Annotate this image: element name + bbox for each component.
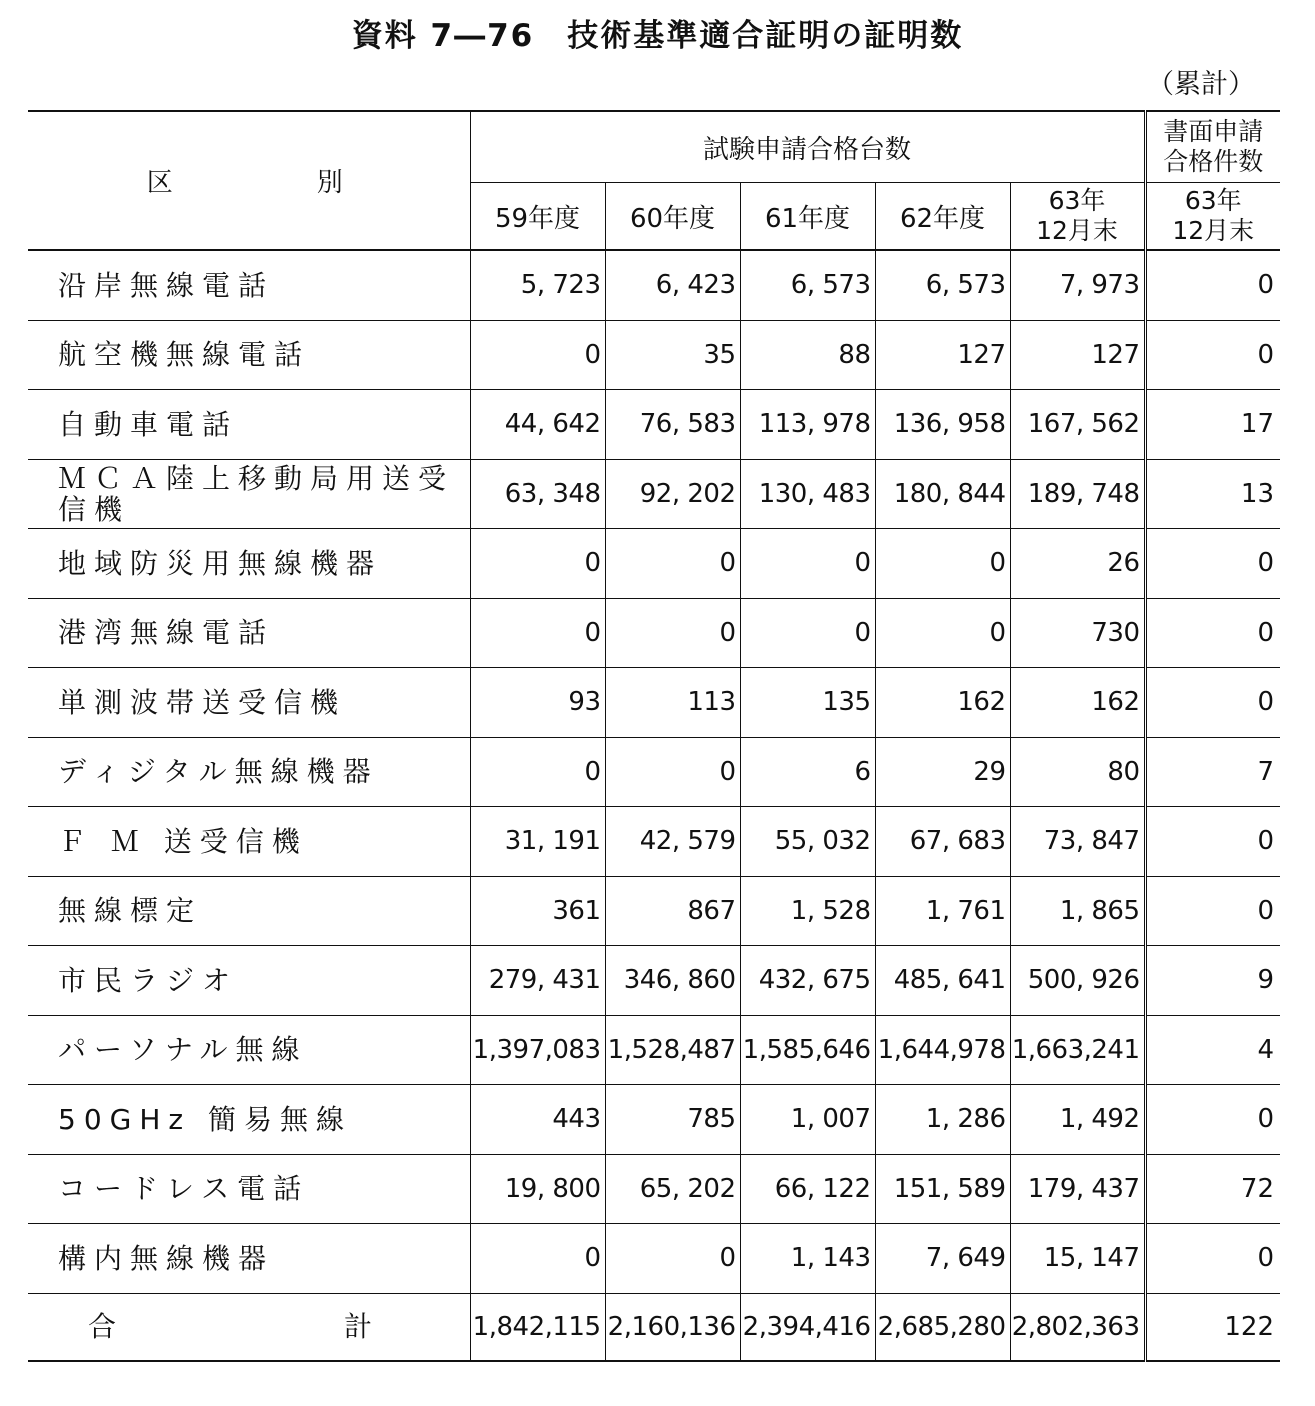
- unit-note: （累計）: [1147, 69, 1255, 100]
- cell-value: 15, 147: [1010, 1224, 1145, 1294]
- cell-value: 55, 032: [740, 807, 875, 877]
- row-label-text-line2: 信機: [58, 492, 131, 526]
- cell-value: 0: [470, 737, 605, 807]
- cell-value: 180, 844: [875, 459, 1010, 529]
- cell-value: 0: [875, 529, 1010, 599]
- cell-value: 88: [740, 320, 875, 390]
- cell-value: 867: [605, 876, 740, 946]
- cell-value: 1, 865: [1010, 876, 1145, 946]
- cell-value: 29: [875, 737, 1010, 807]
- cell-value: 5, 723: [470, 250, 605, 320]
- table-row: [28, 1015, 1280, 1085]
- cell-doc-value: 0: [1145, 668, 1280, 738]
- table-row: [28, 737, 1280, 807]
- header-year: 61年度: [740, 183, 875, 251]
- cell-value: 6, 423: [605, 250, 740, 320]
- cell-value: 361: [470, 876, 605, 946]
- cell-value: 279, 431: [470, 946, 605, 1016]
- cell-value: 1, 528: [740, 876, 875, 946]
- cell-value: 93: [470, 668, 605, 738]
- cell-value: 162: [1010, 668, 1145, 738]
- row-label: [28, 737, 470, 807]
- cell-doc-value: 0: [1145, 876, 1280, 946]
- table-row: [28, 876, 1280, 946]
- cell-value: 1, 143: [740, 1224, 875, 1294]
- row-label-text: 沿岸無線電話: [58, 268, 275, 302]
- cell-value: 130, 483: [740, 459, 875, 529]
- cell-value: 151, 589: [875, 1154, 1010, 1224]
- cell-value: 136, 958: [875, 390, 1010, 460]
- cell-value: 92, 202: [605, 459, 740, 529]
- cell-value: 73, 847: [1010, 807, 1145, 877]
- cell-value: 0: [605, 598, 740, 668]
- cell-value: 1, 007: [740, 1085, 875, 1155]
- table-row: [28, 459, 1280, 529]
- total-row: [28, 1293, 1280, 1361]
- cell-doc-value: 13: [1145, 459, 1280, 529]
- cell-doc-value: 0: [1145, 1224, 1280, 1294]
- header-doc-year: [1145, 183, 1280, 251]
- table-row: [28, 320, 1280, 390]
- cell-value: 443: [470, 1085, 605, 1155]
- cell-value: 113, 978: [740, 390, 875, 460]
- cell-doc-value: 17: [1145, 390, 1280, 460]
- cell-value: 19, 800: [470, 1154, 605, 1224]
- header-year: 59年度: [470, 183, 605, 251]
- header-test-group: 試験申請合格台数: [470, 111, 1145, 183]
- row-label-text: コードレス電話: [58, 1172, 310, 1206]
- cell-doc-value: 4: [1145, 1015, 1280, 1085]
- header-year-last: [1010, 183, 1145, 251]
- cell-value: 346, 860: [605, 946, 740, 1016]
- table-row: [28, 807, 1280, 877]
- cell-value: 0: [470, 529, 605, 599]
- row-label-text: 合 計: [88, 1310, 377, 1343]
- cell-value: 113: [605, 668, 740, 738]
- header-year-last-line2: 12月末: [1036, 216, 1118, 245]
- cell-value: 66, 122: [740, 1154, 875, 1224]
- cell-doc-value: 0: [1145, 320, 1280, 390]
- row-label-text: 単測波帯送受信機: [58, 685, 347, 719]
- table-row: [28, 529, 1280, 599]
- cell-value: 135: [740, 668, 875, 738]
- cell-value: 0: [470, 320, 605, 390]
- row-label: [28, 668, 470, 738]
- row-label: [28, 1015, 470, 1085]
- header-year-last-line1: 63年: [1048, 186, 1106, 215]
- cell-value: 7, 973: [1010, 250, 1145, 320]
- row-label: [28, 1085, 470, 1155]
- cell-doc-value: 0: [1145, 598, 1280, 668]
- row-label-text: 地域防災用無線機器: [58, 546, 383, 580]
- table-row: [28, 1154, 1280, 1224]
- cell-value: 6, 573: [740, 250, 875, 320]
- table-row: [28, 1085, 1280, 1155]
- cell-value: 7, 649: [875, 1224, 1010, 1294]
- row-label-text: 港湾無線電話: [58, 616, 275, 650]
- row-label-text: Ｆ Ｍ 送受信機: [58, 824, 308, 858]
- row-label: [28, 807, 470, 877]
- table-row: [28, 668, 1280, 738]
- row-label: [28, 1154, 470, 1224]
- cell-value: 6, 573: [875, 250, 1010, 320]
- header-year: 62年度: [875, 183, 1010, 251]
- cell-value: 127: [875, 320, 1010, 390]
- cell-value: 179, 437: [1010, 1154, 1145, 1224]
- cell-value: 1,842,115: [470, 1293, 605, 1361]
- header-year: 60年度: [605, 183, 740, 251]
- cell-value: 1, 492: [1010, 1085, 1145, 1155]
- cell-value: 189, 748: [1010, 459, 1145, 529]
- cell-doc-value: 0: [1145, 250, 1280, 320]
- header-doc-year-line2: 12月末: [1172, 216, 1255, 245]
- row-label: [28, 320, 470, 390]
- header-document-group: [1145, 111, 1280, 183]
- cell-value: 2,394,416: [740, 1293, 875, 1361]
- cell-value: 65, 202: [605, 1154, 740, 1224]
- cell-value: 1,663,241: [1010, 1015, 1145, 1085]
- row-label-text: パーソナル無線: [58, 1033, 308, 1067]
- cell-value: 0: [605, 737, 740, 807]
- cell-value: 0: [875, 598, 1010, 668]
- row-label: [28, 250, 470, 320]
- header-category: 区 別: [28, 111, 470, 250]
- page-title: 資料 7―76 技術基準適合証明の証明数: [351, 18, 964, 54]
- cell-value: 0: [605, 1224, 740, 1294]
- row-label-text: 航空機無線電話: [58, 338, 311, 372]
- cell-value: 0: [740, 598, 875, 668]
- cell-value: 63, 348: [470, 459, 605, 529]
- cell-value: 1,397,083: [470, 1015, 605, 1085]
- row-label-text: 50GHz 簡易無線: [58, 1102, 352, 1136]
- cell-value: 6: [740, 737, 875, 807]
- table-body: [28, 250, 1280, 1361]
- row-label: [28, 1293, 470, 1361]
- row-label-text: 構内無線機器: [58, 1241, 275, 1275]
- cell-value: 785: [605, 1085, 740, 1155]
- cell-doc-value: 7: [1145, 737, 1280, 807]
- row-label-text: 自動車電話: [58, 407, 239, 441]
- table-row: [28, 946, 1280, 1016]
- header-doc-line1: 書面申請: [1163, 117, 1264, 146]
- cell-value: 1, 761: [875, 876, 1010, 946]
- cell-value: 167, 562: [1010, 390, 1145, 460]
- cell-value: 0: [740, 529, 875, 599]
- row-label-text: 無線標定: [58, 894, 203, 928]
- cell-value: 42, 579: [605, 807, 740, 877]
- cell-doc-value: 72: [1145, 1154, 1280, 1224]
- cell-value: 485, 641: [875, 946, 1010, 1016]
- cell-value: 162: [875, 668, 1010, 738]
- cell-value: 0: [470, 1224, 605, 1294]
- row-label-text: ＭＣＡ陸上移動局用送受: [58, 461, 455, 495]
- table-row: [28, 390, 1280, 460]
- cell-value: 31, 191: [470, 807, 605, 877]
- certification-table: [28, 110, 1280, 1362]
- cell-value: 2,685,280: [875, 1293, 1010, 1361]
- cell-doc-value: 0: [1145, 529, 1280, 599]
- cell-value: 1, 286: [875, 1085, 1010, 1155]
- cell-value: 730: [1010, 598, 1145, 668]
- cell-value: 35: [605, 320, 740, 390]
- cell-value: 1,585,646: [740, 1015, 875, 1085]
- row-label: [28, 946, 470, 1016]
- cell-value: 432, 675: [740, 946, 875, 1016]
- cell-value: 1,528,487: [605, 1015, 740, 1085]
- header-doc-line2: 合格件数: [1163, 147, 1264, 176]
- row-label-text: ディジタル無線機器: [58, 755, 379, 789]
- row-label: [28, 459, 470, 529]
- cell-value: 0: [605, 529, 740, 599]
- cell-value: 127: [1010, 320, 1145, 390]
- table-row: [28, 1224, 1280, 1294]
- row-label: [28, 529, 470, 599]
- row-label: [28, 598, 470, 668]
- row-label-text: 市民ラジオ: [58, 963, 239, 997]
- row-label: [28, 390, 470, 460]
- cell-doc-value: 0: [1145, 1085, 1280, 1155]
- cell-value: 76, 583: [605, 390, 740, 460]
- cell-doc-value: 122: [1145, 1293, 1280, 1361]
- table-row: [28, 598, 1280, 668]
- cell-value: 44, 642: [470, 390, 605, 460]
- cell-doc-value: 0: [1145, 807, 1280, 877]
- cell-doc-value: 9: [1145, 946, 1280, 1016]
- cell-value: 67, 683: [875, 807, 1010, 877]
- cell-value: 1,644,978: [875, 1015, 1010, 1085]
- cell-value: 500, 926: [1010, 946, 1145, 1016]
- cell-value: 80: [1010, 737, 1145, 807]
- cell-value: 2,802,363: [1010, 1293, 1145, 1361]
- cell-value: 2,160,136: [605, 1293, 740, 1361]
- row-label: [28, 1224, 470, 1294]
- cell-value: 0: [470, 598, 605, 668]
- table-row: [28, 250, 1280, 320]
- row-label: [28, 876, 470, 946]
- header-doc-year-line1: 63年: [1184, 186, 1242, 215]
- cell-value: 26: [1010, 529, 1145, 599]
